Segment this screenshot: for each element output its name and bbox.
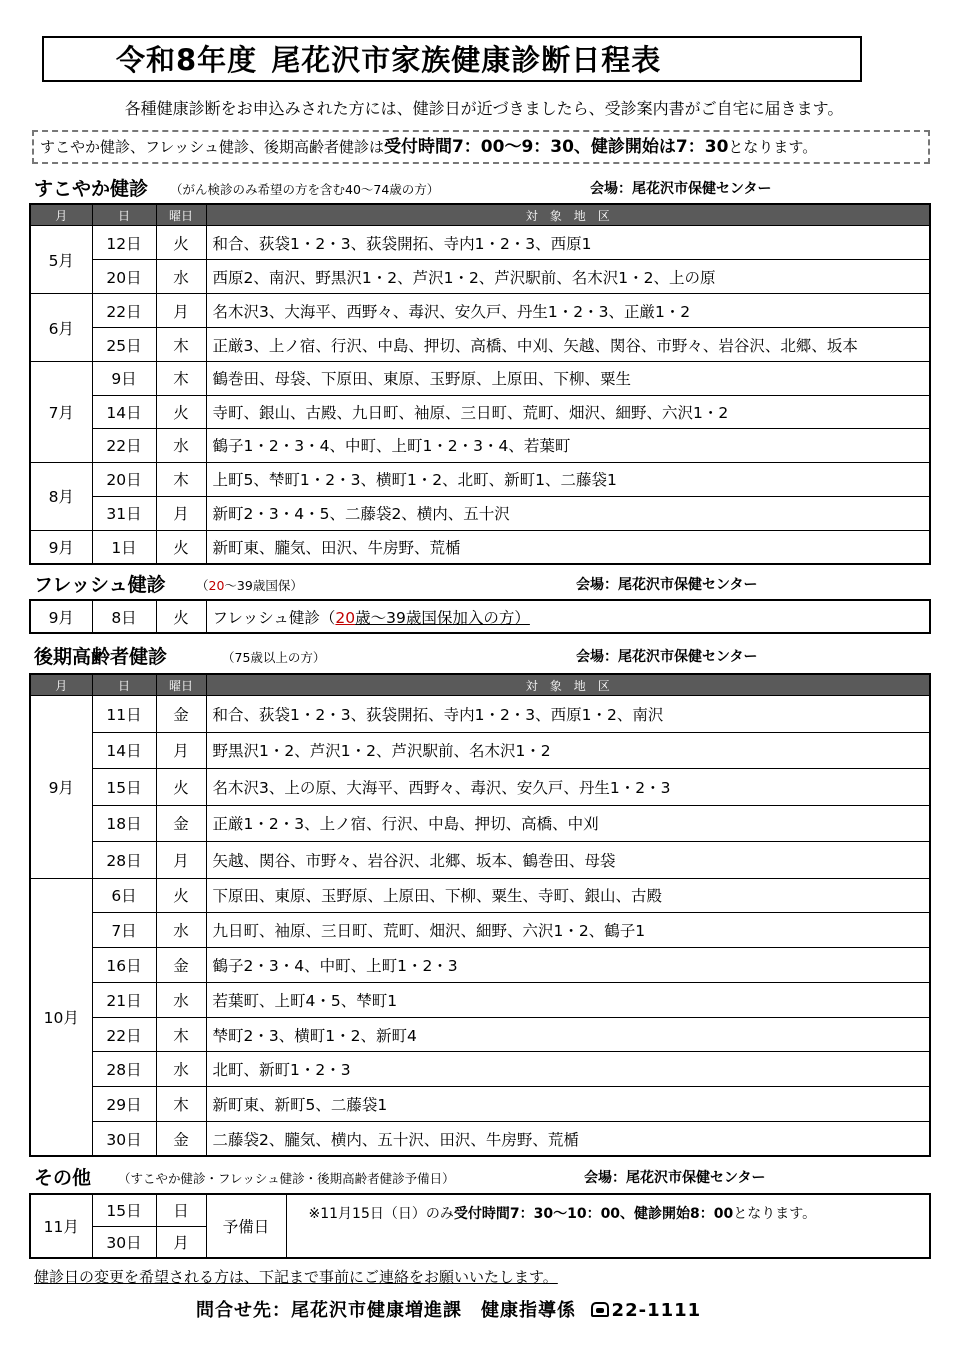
row-weekday: 金 bbox=[156, 805, 206, 842]
reserve-label: 予備日 bbox=[206, 1194, 286, 1258]
row-month: 9月 bbox=[30, 600, 92, 633]
table-row bbox=[30, 600, 930, 633]
row-month: 9月 bbox=[30, 530, 92, 564]
kouki-table bbox=[29, 673, 931, 1157]
row-day: 12日 bbox=[92, 226, 156, 260]
row-area: 正厳1・2・3、上ノ宿、行沢、中島、押切、高橋、中刈 bbox=[206, 805, 930, 842]
table-row bbox=[30, 732, 930, 769]
row-area: 正厳3、上ノ宿、行沢、中島、押切、高橋、中刈、矢越、関谷、市野々、岩谷沢、北郷、坂本 bbox=[206, 328, 930, 362]
row-month: 8月 bbox=[30, 462, 92, 530]
table-row bbox=[30, 842, 930, 879]
col-day: 日 bbox=[92, 674, 156, 696]
table-row bbox=[30, 362, 930, 396]
row-day: 30日 bbox=[92, 1226, 156, 1258]
col-area: 対 象 地 区 bbox=[206, 674, 930, 696]
row-month: 5月 bbox=[30, 226, 92, 294]
row-month: 9月 bbox=[30, 696, 92, 879]
row-weekday: 木 bbox=[156, 328, 206, 362]
fresh-sub-rest: ～39歳国保） bbox=[224, 578, 303, 593]
other-subtitle: （すこやか健診・フレッシュ健診・後期高齢者健診予備日） bbox=[118, 1171, 455, 1186]
row-weekday: 金 bbox=[156, 1122, 206, 1157]
table-header bbox=[30, 204, 930, 226]
col-weekday: 曜日 bbox=[156, 204, 206, 226]
row-area: 鶴巻田、母袋、下原田、東原、玉野原、上原田、下柳、粟生 bbox=[206, 362, 930, 396]
row-area: 二藤袋2、朧気、横内、五十沢、田沢、牛房野、荒楯 bbox=[206, 1122, 930, 1157]
table-row bbox=[30, 948, 930, 983]
fresh-venue: 会場：尾花沢市保健センター bbox=[576, 577, 758, 593]
note-bold: 受付時間7：30～10：00、健診開始8：00 bbox=[453, 1206, 734, 1222]
row-weekday: 水 bbox=[156, 1052, 206, 1087]
row-day: 28日 bbox=[92, 1052, 156, 1087]
row-day: 29日 bbox=[92, 1087, 156, 1122]
fresh-sub-open: （ bbox=[196, 578, 209, 593]
table-header bbox=[30, 674, 930, 696]
row-area: 北町、新町1・2・3 bbox=[206, 1052, 930, 1087]
note-pre: ※11月15日（日）のみ bbox=[308, 1206, 454, 1222]
row-area: 名木沢3、大海平、西野々、毒沢、安久戸、丹生1・2・3、正厳1・2 bbox=[206, 294, 930, 328]
table-row bbox=[30, 462, 930, 496]
table-row bbox=[30, 1052, 930, 1087]
row-area: 名木沢3、上の原、大海平、西野々、毒沢、安久戸、丹生1・2・3 bbox=[206, 769, 930, 806]
other-venue: 会場：尾花沢市保健センター bbox=[584, 1170, 766, 1186]
row-weekday: 金 bbox=[156, 696, 206, 733]
row-area: 梺町2・3、横町1・2、新町4 bbox=[206, 1017, 930, 1052]
title-name: 尾花沢市家族健康診断日程表 bbox=[271, 43, 662, 77]
row-weekday: 月 bbox=[156, 842, 206, 879]
time-notice-post: となります。 bbox=[728, 138, 818, 156]
sukoyaka-title: すこやか健診 bbox=[34, 178, 149, 200]
col-area: 対 象 地 区 bbox=[206, 204, 930, 226]
table-row bbox=[30, 1194, 930, 1226]
row-month: 11月 bbox=[30, 1194, 92, 1258]
row-day: 1日 bbox=[92, 530, 156, 564]
row-area: 西原2、南沢、野黒沢1・2、芦沢1・2、芦沢駅前、名木沢1・2、上の原 bbox=[206, 260, 930, 294]
col-month: 月 bbox=[30, 674, 92, 696]
row-weekday: 火 bbox=[156, 878, 206, 913]
contact-info bbox=[196, 1296, 701, 1322]
table-row bbox=[30, 913, 930, 948]
row-month: 6月 bbox=[30, 294, 92, 362]
col-weekday: 曜日 bbox=[156, 674, 206, 696]
other-title: その他 bbox=[34, 1167, 92, 1189]
row-day: 31日 bbox=[92, 496, 156, 530]
row-area: 和合、荻袋1・2・3、荻袋開拓、寺内1・2・3、西原1・2、南沢 bbox=[206, 696, 930, 733]
row-weekday: 木 bbox=[156, 462, 206, 496]
row-day: 18日 bbox=[92, 805, 156, 842]
row-day: 20日 bbox=[92, 462, 156, 496]
reserve-note bbox=[286, 1194, 930, 1258]
row-month: 10月 bbox=[30, 878, 92, 1156]
table-row bbox=[30, 395, 930, 429]
fresh-area-post: 歳～39歳国保加入の方） bbox=[355, 608, 530, 627]
page-title bbox=[42, 36, 862, 82]
row-area: 新町東、新町5、二藤袋1 bbox=[206, 1087, 930, 1122]
table-row bbox=[30, 328, 930, 362]
fresh-area-pre: フレッシュ健診（ bbox=[212, 608, 336, 627]
time-notice-bold: 受付時間7：00～9：30、健診開始は7：30 bbox=[383, 137, 729, 157]
row-area: 下原田、東原、玉野原、上原田、下柳、粟生、寺町、銀山、古殿 bbox=[206, 878, 930, 913]
row-weekday: 水 bbox=[156, 260, 206, 294]
row-weekday: 水 bbox=[156, 913, 206, 948]
row-weekday: 月 bbox=[156, 294, 206, 328]
sukoyaka-venue: 会場：尾花沢市保健センター bbox=[590, 181, 772, 197]
sukoyaka-subtitle: （がん検診のみ希望の方を含む40～74歳の方） bbox=[170, 182, 440, 197]
table-row bbox=[30, 1087, 930, 1122]
table-row bbox=[30, 260, 930, 294]
table-row bbox=[30, 530, 930, 564]
row-day: 9日 bbox=[92, 362, 156, 396]
row-day: 8日 bbox=[92, 600, 156, 633]
contact-label: 問合せ先：尾花沢市健康増進課 健康指導係 bbox=[196, 1300, 576, 1321]
table-row bbox=[30, 429, 930, 463]
row-day: 30日 bbox=[92, 1122, 156, 1157]
row-weekday: 木 bbox=[156, 362, 206, 396]
table-row bbox=[30, 696, 930, 733]
row-weekday: 火 bbox=[156, 226, 206, 260]
row-day: 22日 bbox=[92, 294, 156, 328]
row-day: 22日 bbox=[92, 429, 156, 463]
col-day: 日 bbox=[92, 204, 156, 226]
kouki-subtitle: （75歳以上の方） bbox=[222, 650, 326, 665]
note-post: となります。 bbox=[733, 1206, 817, 1222]
row-area: 和合、荻袋1・2・3、荻袋開拓、寺内1・2・3、西原1 bbox=[206, 226, 930, 260]
kouki-venue: 会場：尾花沢市保健センター bbox=[576, 649, 758, 665]
row-day: 14日 bbox=[92, 732, 156, 769]
row-day: 15日 bbox=[92, 769, 156, 806]
phone-number: 22-1111 bbox=[611, 1300, 702, 1321]
row-area: 九日町、袖原、三日町、荒町、畑沢、細野、六沢1・2、鶴子1 bbox=[206, 913, 930, 948]
table-row bbox=[30, 294, 930, 328]
row-weekday: 火 bbox=[156, 395, 206, 429]
row-weekday: 水 bbox=[156, 429, 206, 463]
row-weekday: 水 bbox=[156, 982, 206, 1017]
row-day: 11日 bbox=[92, 696, 156, 733]
row-weekday: 木 bbox=[156, 1017, 206, 1052]
row-weekday: 金 bbox=[156, 948, 206, 983]
fresh-area-red: 20 bbox=[335, 608, 356, 627]
fresh-table bbox=[29, 599, 931, 634]
title-year: 令和8年度 bbox=[116, 43, 258, 77]
fresh-sub-red: 20 bbox=[208, 578, 225, 593]
row-weekday: 木 bbox=[156, 1087, 206, 1122]
table-row bbox=[30, 805, 930, 842]
table-row bbox=[30, 982, 930, 1017]
row-weekday: 火 bbox=[156, 530, 206, 564]
row-day: 14日 bbox=[92, 395, 156, 429]
kouki-title: 後期高齢者健診 bbox=[34, 646, 168, 668]
footer-note: 健診日の変更を希望される方は、下記まで事前にご連絡をお願いいたします。 bbox=[34, 1268, 558, 1286]
table-row bbox=[30, 769, 930, 806]
row-area: 寺町、銀山、古殿、九日町、袖原、三日町、荒町、畑沢、細野、六沢1・2 bbox=[206, 395, 930, 429]
fresh-title: フレッシュ健診 bbox=[34, 574, 166, 596]
table-row bbox=[30, 1122, 930, 1157]
row-area: 鶴子1・2・3・4、中町、上町1・2・3・4、若葉町 bbox=[206, 429, 930, 463]
row-day: 6日 bbox=[92, 878, 156, 913]
row-weekday: 火 bbox=[156, 600, 206, 633]
table-row bbox=[30, 878, 930, 913]
row-area: 新町東、朧気、田沢、牛房野、荒楯 bbox=[206, 530, 930, 564]
notice-text: 各種健康診断をお申込みされた方には、健診日が近づきましたら、受診案内書がご自宅に届きます。 bbox=[124, 99, 844, 118]
time-notice-box bbox=[32, 130, 930, 164]
row-weekday: 火 bbox=[156, 769, 206, 806]
col-month: 月 bbox=[30, 204, 92, 226]
row-weekday: 日 bbox=[156, 1194, 206, 1226]
row-day: 20日 bbox=[92, 260, 156, 294]
table-row bbox=[30, 1017, 930, 1052]
row-day: 15日 bbox=[92, 1194, 156, 1226]
row-area: 矢越、関谷、市野々、岩谷沢、北郷、坂本、鶴巻田、母袋 bbox=[206, 842, 930, 879]
row-area: 上町5、梺町1・2・3、横町1・2、北町、新町1、二藤袋1 bbox=[206, 462, 930, 496]
row-day: 7日 bbox=[92, 913, 156, 948]
time-notice-pre: すこやか健診、フレッシュ健診、後期高齢者健診は bbox=[40, 138, 384, 156]
row-area: 野黒沢1・2、芦沢1・2、芦沢駅前、名木沢1・2 bbox=[206, 732, 930, 769]
row-day: 25日 bbox=[92, 328, 156, 362]
fresh-subtitle bbox=[196, 576, 303, 594]
row-weekday: 月 bbox=[156, 496, 206, 530]
row-weekday: 月 bbox=[156, 1226, 206, 1258]
row-area: 鶴子2・3・4、中町、上町1・2・3 bbox=[206, 948, 930, 983]
row-weekday: 月 bbox=[156, 732, 206, 769]
phone-icon bbox=[591, 1302, 609, 1317]
row-area: 新町2・3・4・5、二藤袋2、横内、五十沢 bbox=[206, 496, 930, 530]
row-area: 若葉町、上町4・5、梺町1 bbox=[206, 982, 930, 1017]
sukoyaka-table bbox=[29, 203, 931, 565]
row-day: 21日 bbox=[92, 982, 156, 1017]
row-day: 28日 bbox=[92, 842, 156, 879]
row-area bbox=[206, 600, 930, 633]
row-month: 7月 bbox=[30, 362, 92, 463]
other-table bbox=[29, 1193, 931, 1259]
table-row bbox=[30, 226, 930, 260]
row-day: 16日 bbox=[92, 948, 156, 983]
row-day: 22日 bbox=[92, 1017, 156, 1052]
table-row bbox=[30, 496, 930, 530]
